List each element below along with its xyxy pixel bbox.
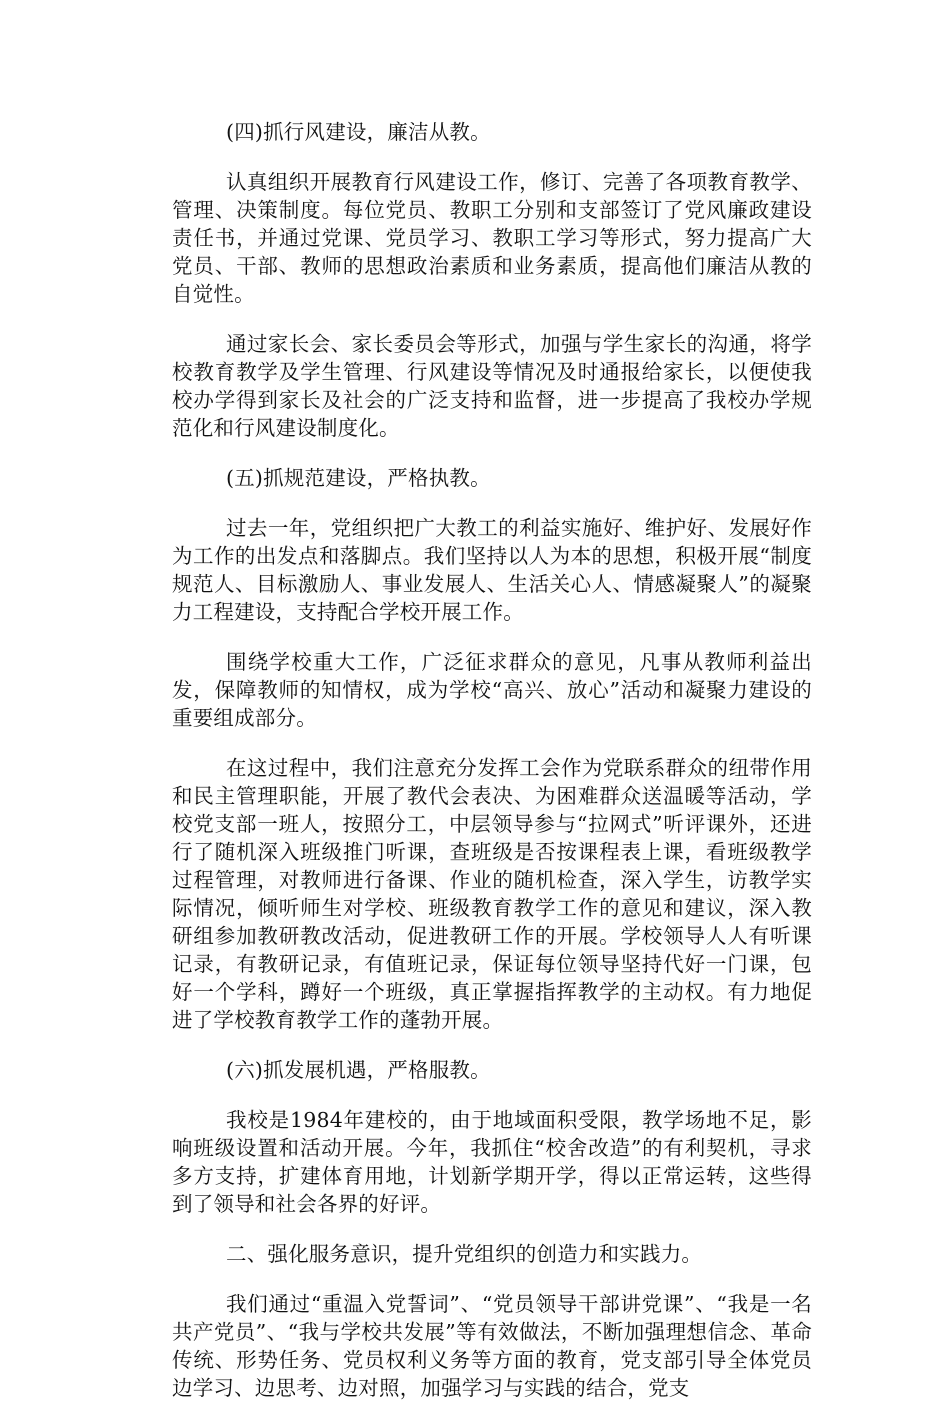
paragraph-parent-communication: 通过家长会、家长委员会等形式，加强与学生家长的沟通，将学校教育教学及学生管理、行风建设等情况及时通报给家长，以便使我校办学得到家长及社会的广泛支持和监督，进一步提高了我校办学规范化和行风建设制度化。 [172, 332, 812, 440]
paragraph-teacher-rights: 围绕学校重大工作，广泛征求群众的意见，凡事从教师利益出发，保障教师的知情权，成为学校“高兴、放心”活动和凝聚力建设的重要组成部分。 [172, 650, 812, 730]
section-heading-4: (四)抓行风建设，廉洁从教。 [226, 120, 491, 144]
section-heading-5: (五)抓规范建设，严格执教。 [226, 466, 491, 490]
paragraph-union-role: 在这过程中，我们注意充分发挥工会作为党联系群众的纽带作用和民主管理职能，开展了教代会表决、为困难群众送温暖等活动，学校党支部一班人，按照分工，中层领导参与“拉网式”听评课外，还进行了随机深入班级推门听课，查班级是否按课程表上课，看班级教学过程管理，对教师进行备课、作业的随机检查，深入学生，访教学实际情况，倾听师生对学校、班级教育教学工作的意见和建议，深入教研组参加教研教改活动，促进教研工作的开展。学校领导人人有听课记录，有教研记录，有值班记录，保证每位领导坚持代好一门课，包好一个学科，蹲好一个班级，真正掌握指挥教学的主动权。有力地促进了学校教育教学工作的蓬勃开展。 [172, 756, 812, 1032]
paragraph-party-education: 我们通过“重温入党誓词”、“党员领导干部讲党课”、“我是一名共产党员”、“我与学校共发展”等有效做法，不断加强理想信念、革命传统、形势任务、党员权利义务等方面的教育，党支部引导全体党员边学习、边思考、边对照，加强学习与实践的结合，党支 [172, 1292, 812, 1400]
document-body [172, 118, 812, 1424]
paragraph-cohesion-project: 过去一年，党组织把广大教工的利益实施好、维护好、发展好作为工作的出发点和落脚点。我们坚持以人为本的思想，积极开展“制度规范人、目标激励人、事业发展人、生活关心人、情感凝聚人”的凝聚力工程建设，支持配合学校开展工作。 [172, 516, 812, 624]
section-heading-6: (六)抓发展机遇，严格服教。 [226, 1058, 491, 1082]
paragraph-conduct-building: 认真组织开展教育行风建设工作，修订、完善了各项教育教学、管理、决策制度。每位党员、教职工分别和支部签订了党风廉政建设责任书，并通过党课、党员学习、教职工学习等形式，努力提高广大党员、干部、教师的思想政治素质和业务素质，提高他们廉洁从教的自觉性。 [172, 170, 812, 306]
section-heading-two: 二、强化服务意识，提升党组织的创造力和实践力。 [226, 1242, 703, 1266]
paragraph-school-renovation: 我校是1984年建校的，由于地域面积受限，教学场地不足，影响班级设置和活动开展。今年，我抓住“校舍改造”的有利契机，寻求多方支持，扩建体育用地，计划新学期开学，得以正常运转，这些得到了领导和社会各界的好评。 [172, 1108, 812, 1216]
